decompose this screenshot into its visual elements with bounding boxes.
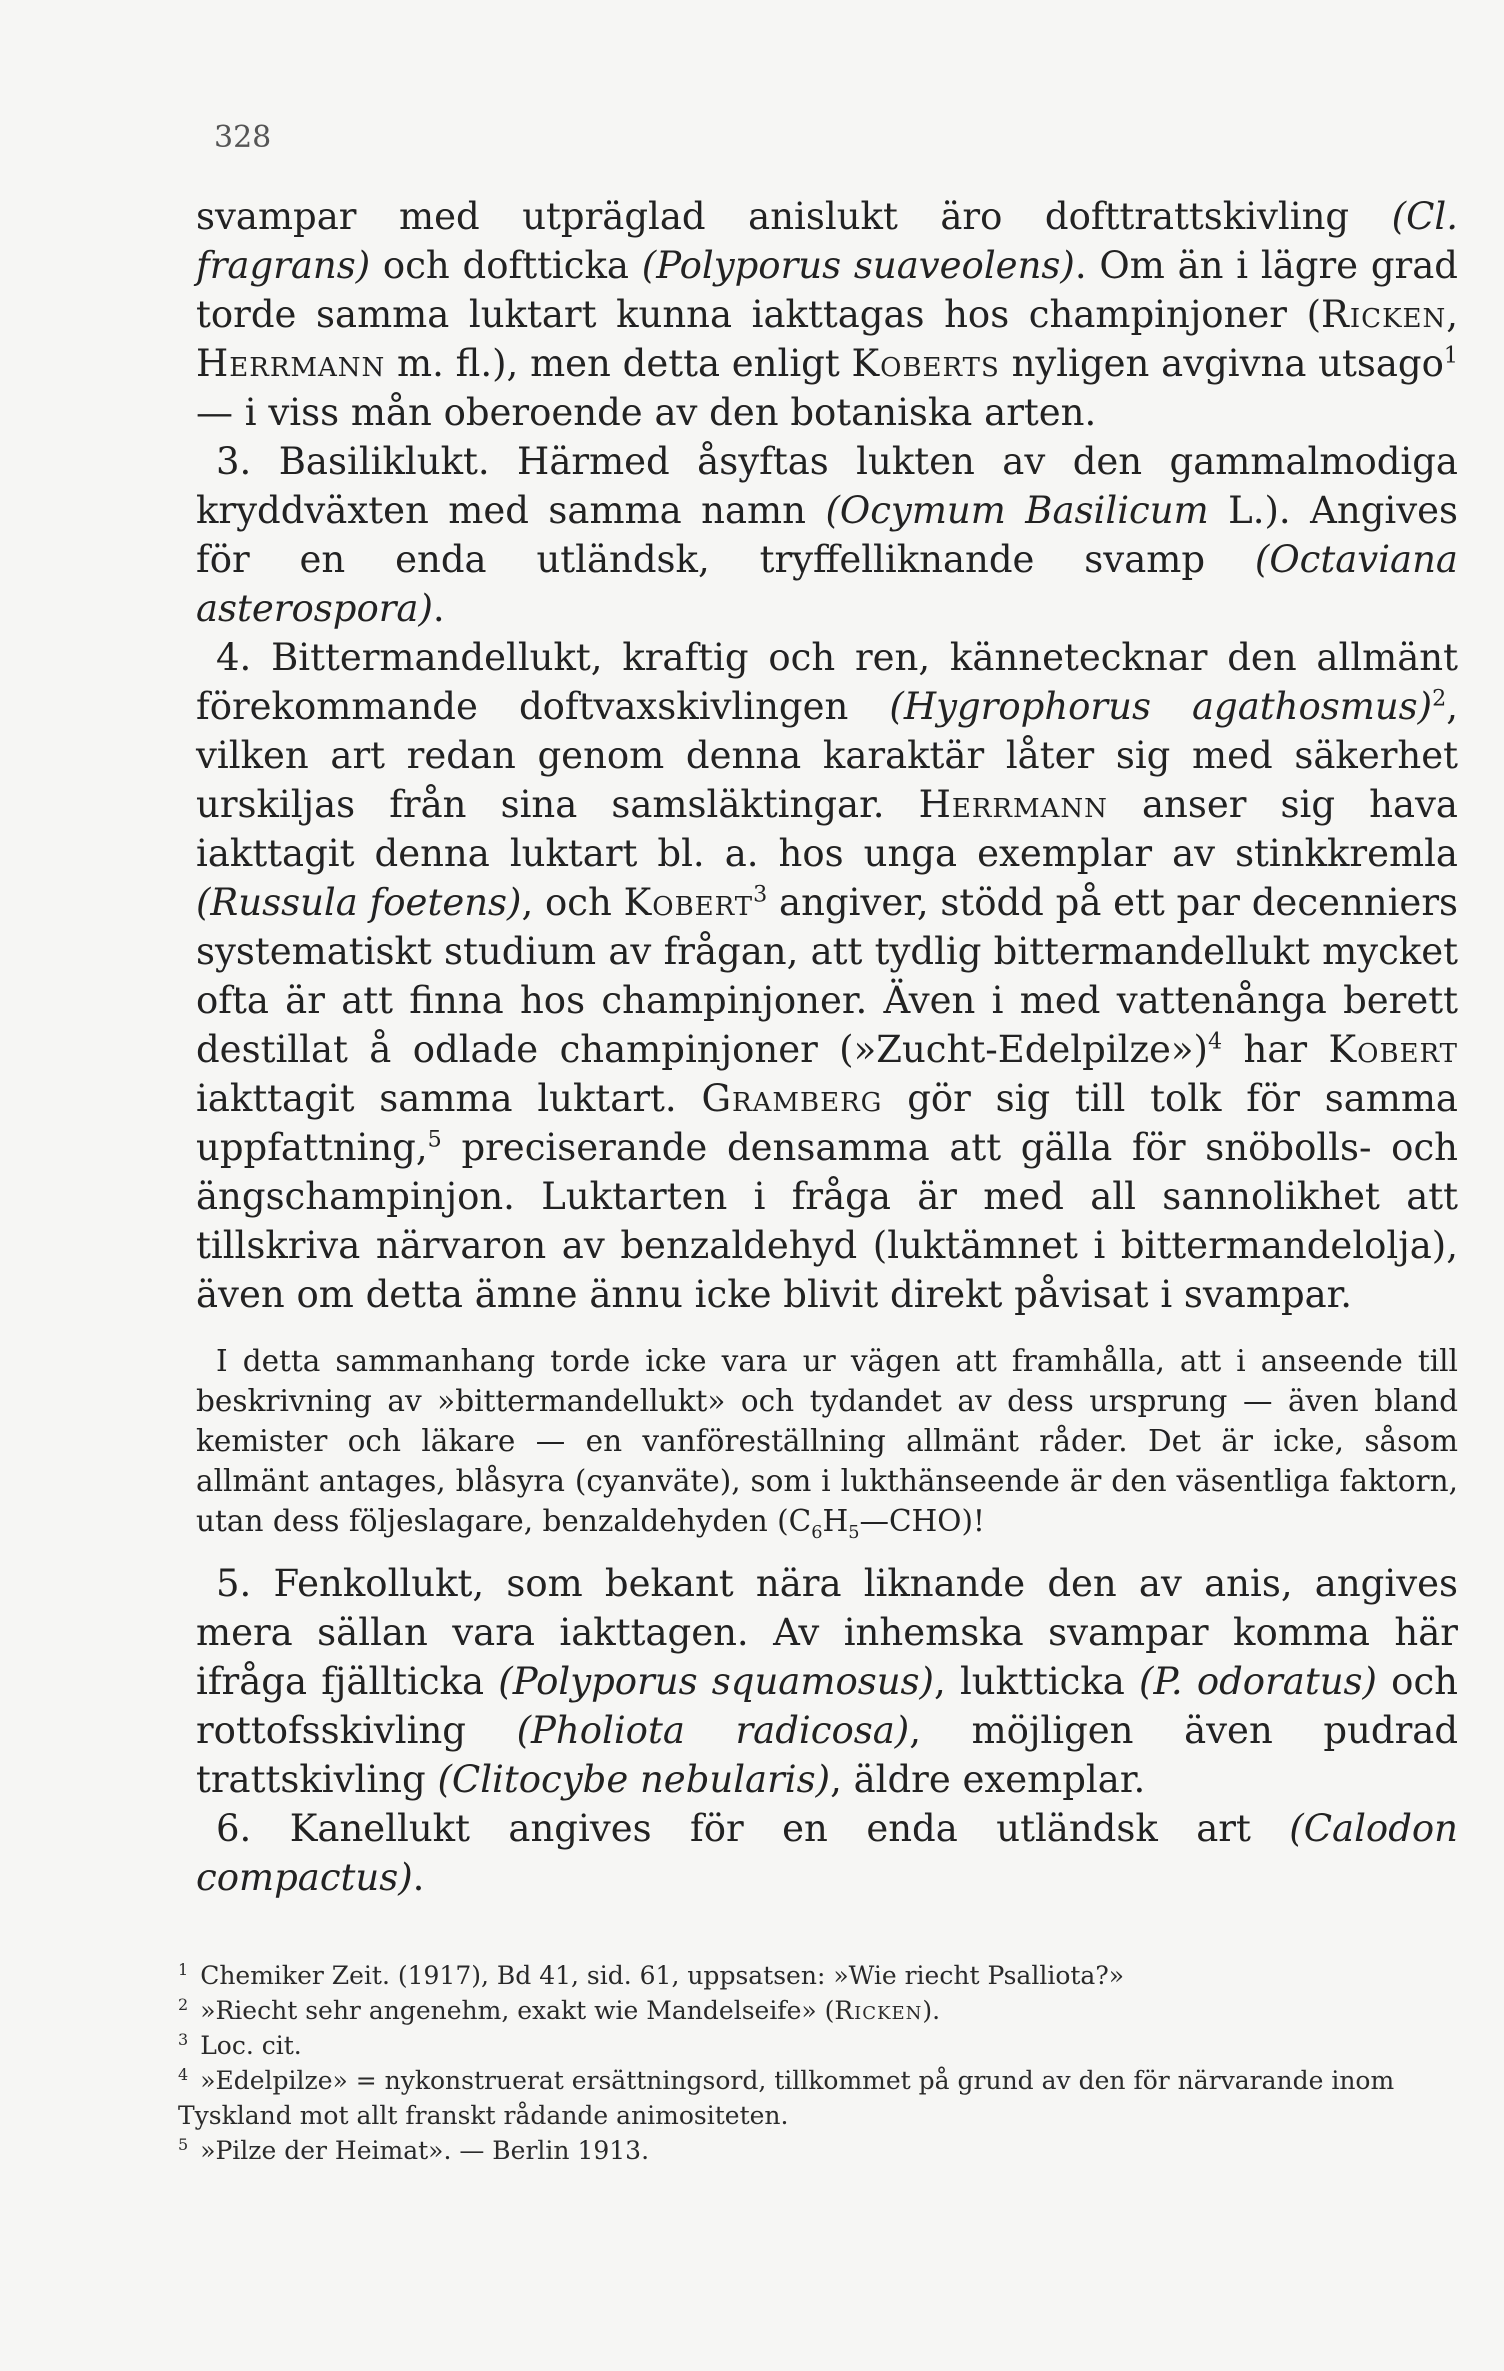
paragraph-bitter-almond: 4. Bittermandellukt, kraftig och ren, kännetecknar den allmänt förekommande doftvaxskivlingen (Hygrophorus agathosmus)$^2$, vilken art redan genom denna karaktär låter sig med säkerhet urskiljas från sina samsläktingar. Herrmann anser sig hava iakttagit denna luktart bl. a. hos unga exemplar av stinkkremla (Russula foetens), och Kobert$^3$ angiver, stödd på ett par decenniers systematiskt studium av frågan, att tydlig bittermandellukt mycket ofta är att finna hos champinjoner. Även i med vattenånga berett destillat å odlade champinjoner (»Zucht-Edelpilze»)$^4$ har Kobert iakttagit samma luktart. Gramberg gör sig till tolk för samma uppfattning,$^5$ preciserande densamma att gälla för snöbolls- och ängschampinjon. Luktarten i fråga är med all sannolikhet att tillskriva närvaron av benzaldehyd (luktämnet i bittermandelolja), även om detta ämne ännu icke blivit direkt påvisat i svampar. bbox=[196, 636, 1459, 1316]
footnote-5: $^5$ »Pilze der Heimat». — Berlin 1913. bbox=[178, 2134, 650, 2165]
footnote-ref-2: 2 bbox=[1432, 685, 1447, 712]
footnotes bbox=[178, 1958, 1460, 2168]
footnote-1: $^1$ Chemiker Zeit. (1917), Bd 41, sid. 61, uppsatsen: »Wie riecht Psalliota?» bbox=[178, 1959, 1125, 1990]
paragraph-note: I detta sammanhang torde icke vara ur vägen att framhålla, att i anseende till beskrivning av »bittermandellukt» och tydandet av dess ursprung — även bland kemister och läkare — en vanföreställning allmänt råder. Det är icke, såsom allmänt antages, blåsyra (cyanväte), som i lukthänseende är den väsentliga faktorn, utan dess följeslagare, benzaldehyden $(C_6H_5—CHO)$! bbox=[196, 1344, 1458, 1543]
footnote-4: $^4$ »Edelpilze» = nykonstruerat ersättningsord, tillkommet på grund av den för närvarande inom Tyskland mot allt franskt rådande animositeten. bbox=[178, 2064, 1395, 2130]
paragraph-cinnamon: 6. Kanellukt angives för en enda utländsk art (Calodon compactus). bbox=[196, 1807, 1458, 1899]
page-number: 328 bbox=[214, 120, 272, 155]
footnote-ref-4: 4 bbox=[1207, 1028, 1223, 1055]
footnote-ref-1: 1 bbox=[1443, 342, 1459, 369]
footnote-2: $^2$ »Riecht sehr angenehm, exakt wie Mandelseife» (Ricken). bbox=[178, 1994, 941, 2025]
footnote-ref-3: 3 bbox=[753, 881, 768, 908]
footnote-3: $^3$ Loc. cit. bbox=[178, 2029, 302, 2060]
paragraph-basil: 3. Basiliklukt. Härmed åsyftas lukten av den gammalmodiga kryddväxten med samma namn (Ocymum Basilicum L.). Angives för en enda utländsk, tryffelliknande svamp (Octaviana asterospora). bbox=[196, 440, 1459, 630]
paragraph-anise-cont: svampar med utpräglad anislukt äro dofttrattskivling (Cl. fragrans) och doftticka (Polyporus suaveolens). Om än i lägre grad torde samma luktart kunna iakttagas hos champinjoner (Ricken, Herrmann m. fl.), men detta enligt Koberts nyligen avgivna utsago$^1$ — i viss mån oberoende av den botaniska arten. bbox=[196, 195, 1459, 434]
footnote-ref-5: 5 bbox=[427, 1126, 442, 1153]
paragraph-fennel: 5. Fenkollukt, som bekant nära liknande den av anis, angives mera sällan vara iakttagen. Av inhemska svampar komma här ifråga fjällticka (Polyporus squamosus), luktticka (P. odoratus) och rottofsskivling (Pholiota radicosa), möjligen även pudrad trattskivling (Clitocybe nebularis), äldre exemplar. bbox=[196, 1562, 1459, 1801]
body-text bbox=[196, 192, 1458, 1902]
